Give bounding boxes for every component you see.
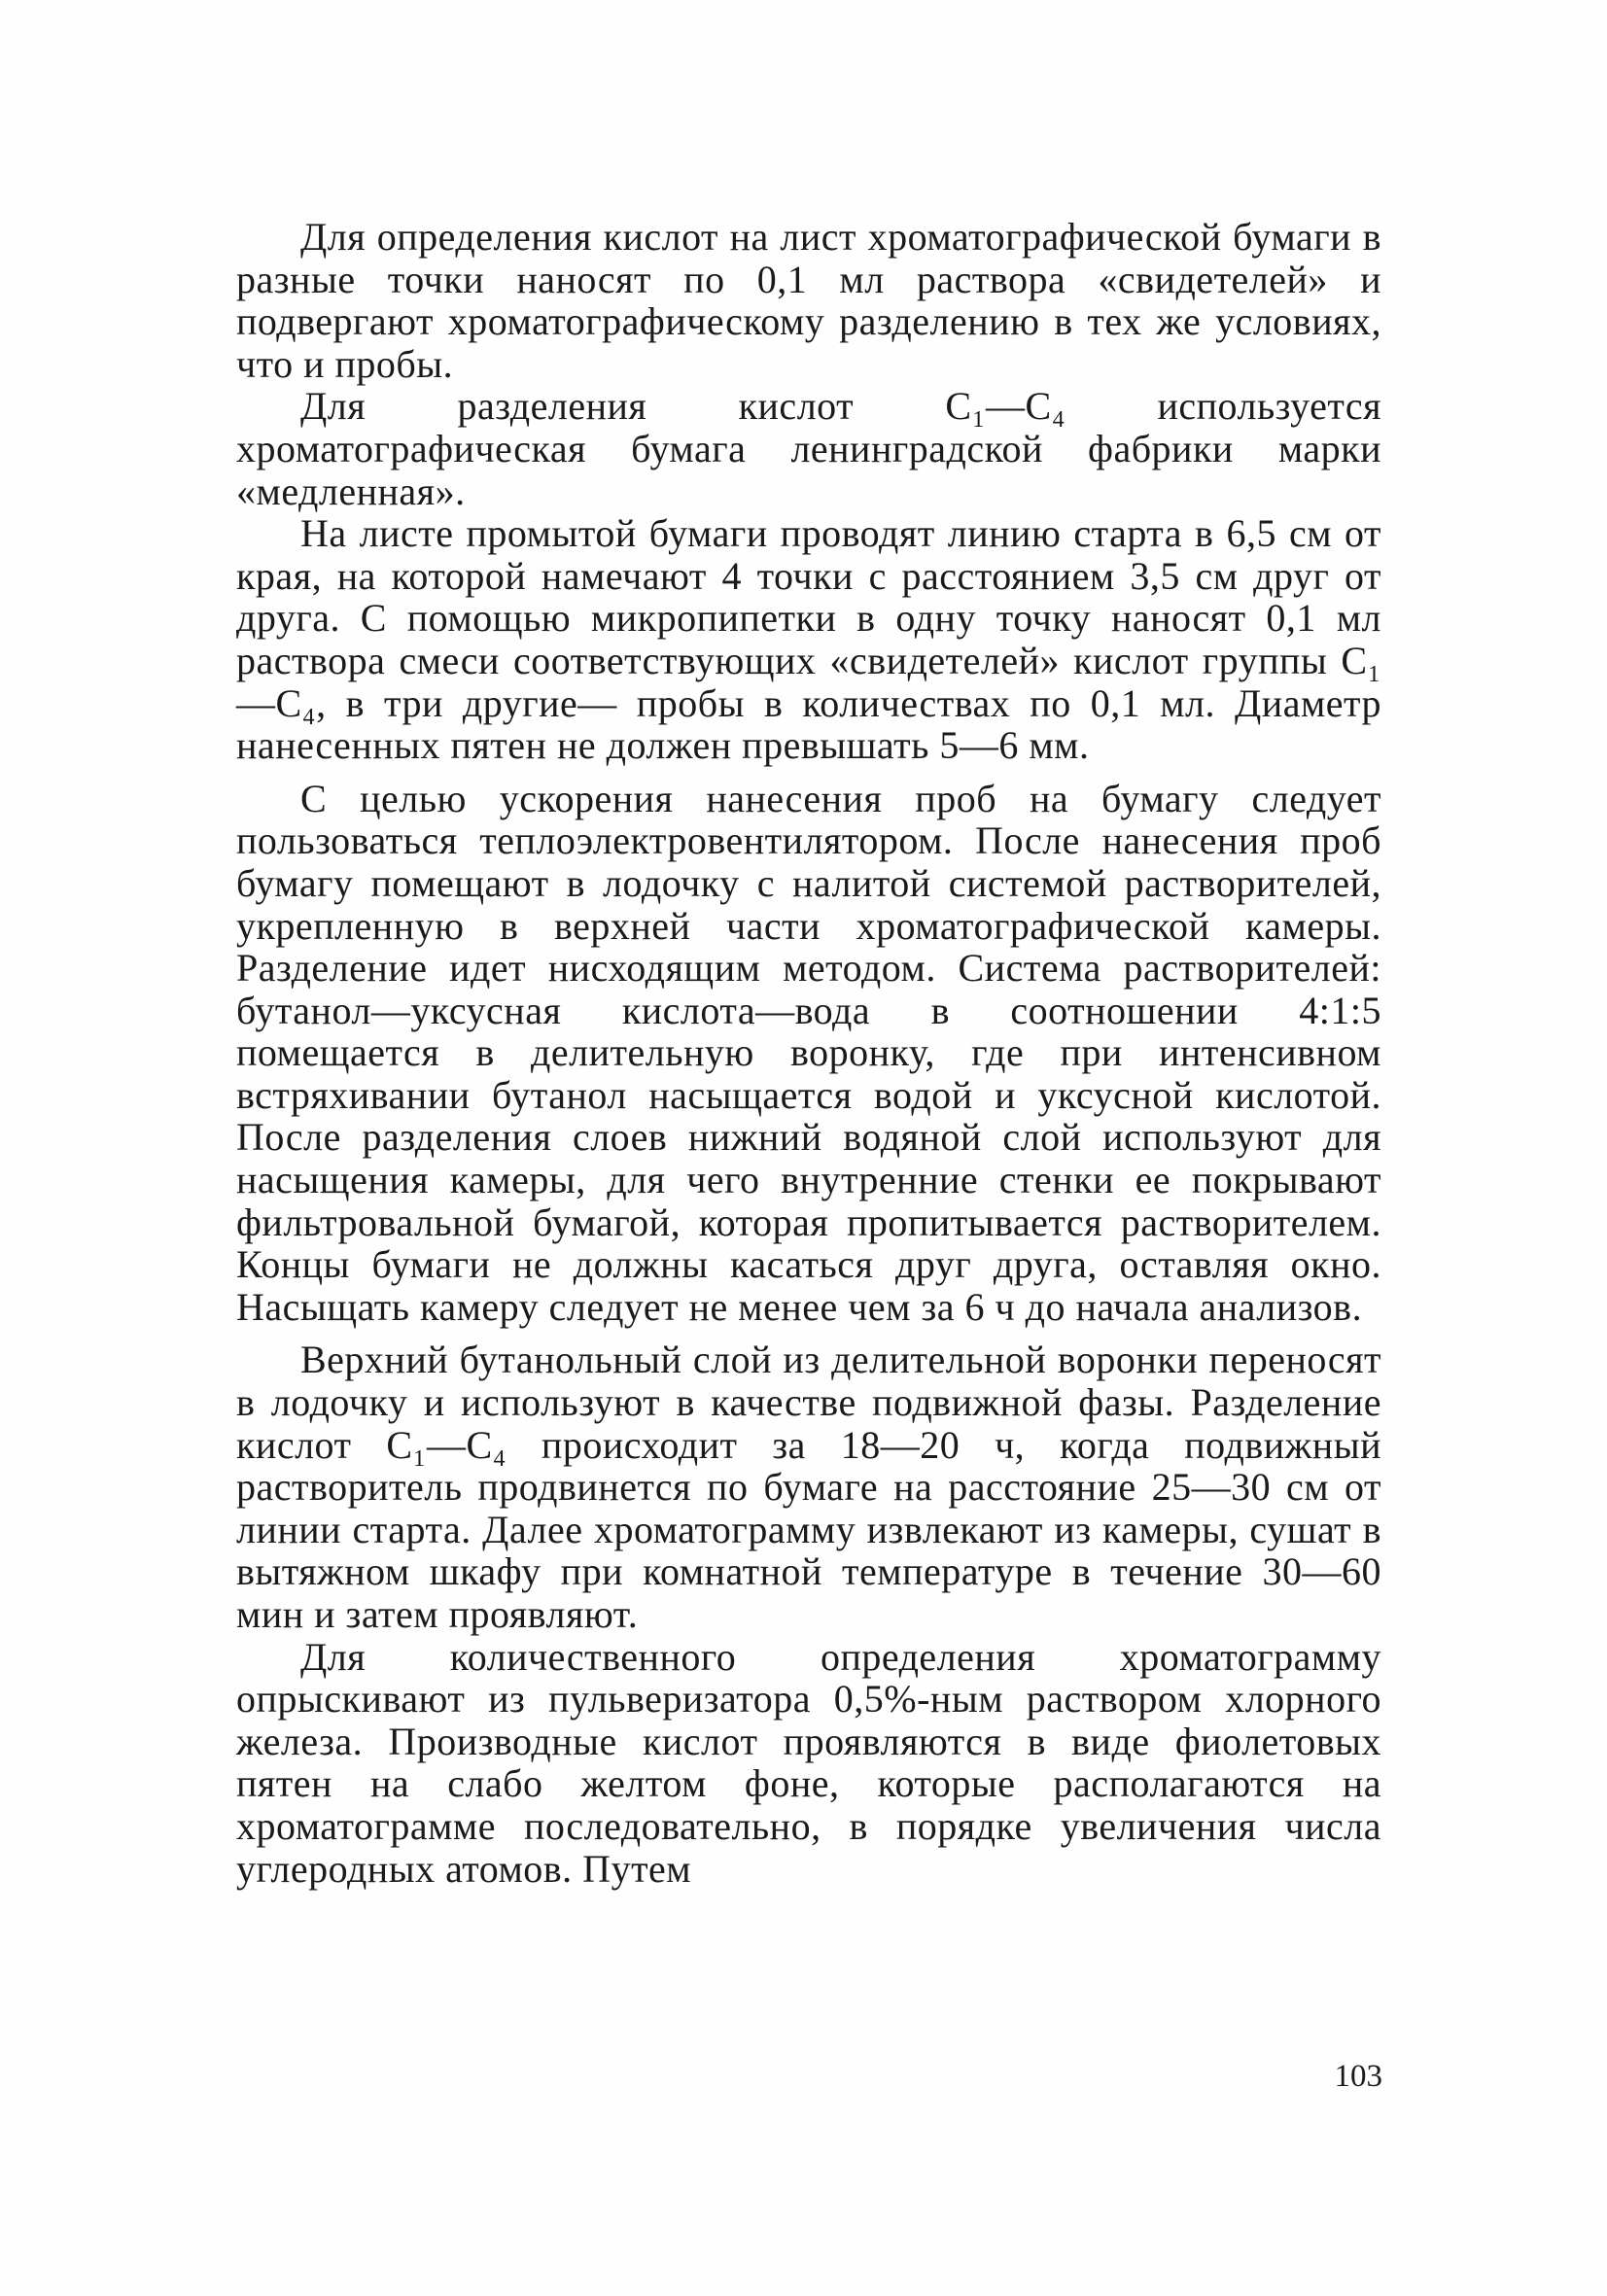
paragraph-2: Для разделения кислот С₁—С₄ используется хроматографическая бумага ленинградской фабрики марки «медленная». — [236, 384, 1381, 513]
paragraph-4: С целью ускорения нанесения проб на бумагу следует пользоваться теплоэлектровентилятором. После нанесения проб бумагу помещают в лодочку с налитой системой растворителей, укрепленную в верхней части хроматографической камеры. Разделение идет нисходящим методом. Система растворителей: бутанол—уксусная кислота—вода в соотношении 4:1:5 помещается в делительную воронку, где при интенсивном встряхивании бутанол насыщается водой и уксусной кислотой. После разделения слоев нижний водяной слой используют для насыщения камеры, для чего внутренние стенки ее покрывают фильтровальной бумагой, которая пропитывается растворителем. Концы бумаги не должны касаться друг друга, оставляя окно. Насыщать камеру следует не менее чем за 6 ч до начала анализов. — [236, 776, 1381, 1329]
paragraph-1: Для определения кислот на лист хроматографической бумаги в разные точки наносят по 0,1 мл раствора «свидетелей» и подвергают хроматографическому разделению в тех же условиях, что и пробы. — [236, 215, 1381, 386]
paragraph-5: Верхний бутанольный слой из делительной воронки переносят в лодочку и используют в качестве подвижной фазы. Разделение кислот С₁—С₄ происходит за 18—20 ч, когда подвижный растворитель продвинется по бумаге на расстояние 25—30 см от линии старта. Далее хроматограмму извлекают из камеры, сушат в вытяжном шкафу при комнатной температуре в течение 30—60 мин и затем проявляют. — [236, 1338, 1381, 1636]
body-text — [236, 216, 1381, 1890]
paragraph-3: На листе промытой бумаги проводят линию старта в 6,5 см от края, на которой намечают 4 точки с расстоянием 3,5 см друг от друга. С помощью микропипетки в одну точку наносят 0,1 мл раствора смеси соответствующих «свидетелей» кислот группы С₁—С₄, в три другие— пробы в количествах по 0,1 мл. Диаметр нанесенных пятен не должен превышать 5—6 мм. — [236, 511, 1381, 768]
paragraph-6: Для количественного определения хроматограмму опрыскивают из пульверизатора 0,5%-ным раствором хлорного железа. Производные кислот проявляются в виде фиолетовых пятен на слабо желтом фоне, которые располагаются на хроматограмме последовательно, в порядке увеличения числа углеродных атомов. Путем — [236, 1634, 1381, 1891]
page-number: 103 — [1334, 2059, 1382, 2094]
